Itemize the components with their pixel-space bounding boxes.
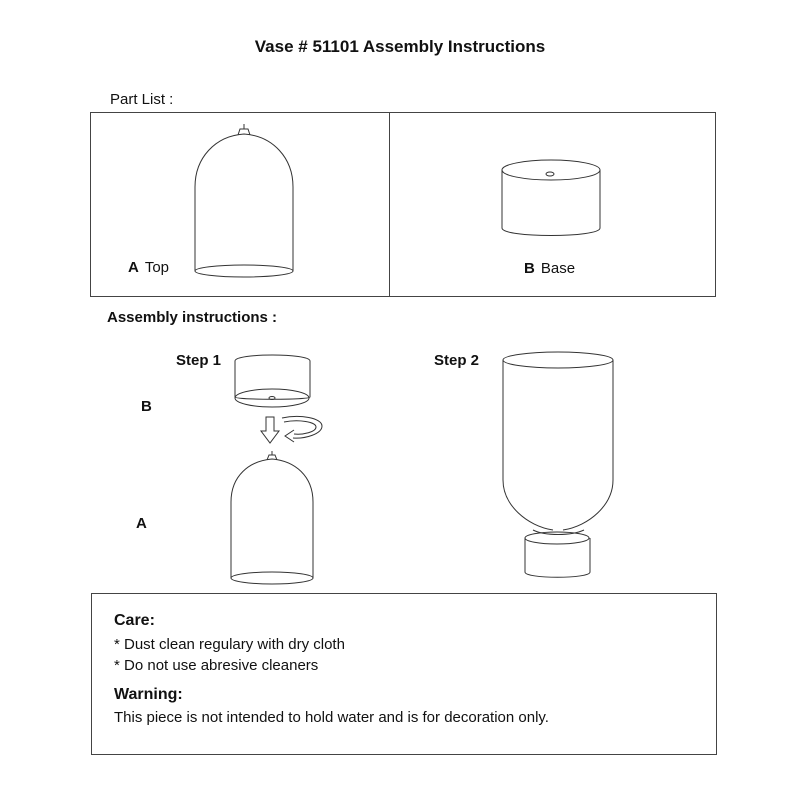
down-arrow-icon <box>261 417 279 443</box>
vase-top-dome-icon <box>195 124 293 277</box>
part-list-label: Part List : <box>110 91 174 108</box>
rotate-arrow-icon <box>282 416 322 442</box>
step1-top-dome-icon <box>231 451 313 584</box>
assembly-instructions-title: Assembly instructions : <box>107 309 278 326</box>
step1-label: Step 1 <box>176 352 222 369</box>
part-b-letter: B <box>524 260 535 277</box>
step1-base-inverted-icon <box>235 355 310 407</box>
care-item: * Dust clean regulary with dry cloth <box>114 636 345 653</box>
part-a-name: Top <box>144 259 170 276</box>
step1-part-a-letter: A <box>136 515 147 532</box>
vase-base-cylinder-icon <box>502 160 600 236</box>
step2-label: Step 2 <box>434 352 480 369</box>
warning-title: Warning: <box>114 686 183 703</box>
part-b-name: Base <box>540 260 576 277</box>
part-b-label <box>524 260 575 277</box>
care-warning-box <box>91 593 717 755</box>
assembled-vase-icon <box>503 352 613 577</box>
step1-part-b-letter: B <box>141 398 152 415</box>
page-title: Vase # 51101 Assembly Instructions <box>254 37 546 56</box>
part-a-letter: A <box>128 259 139 276</box>
warning-text: This piece is not intended to hold water and is for decoration only. <box>114 709 549 726</box>
care-title: Care: <box>114 612 155 629</box>
part-a-label <box>128 259 169 276</box>
care-item: * Do not use abresive cleaners <box>114 657 319 674</box>
